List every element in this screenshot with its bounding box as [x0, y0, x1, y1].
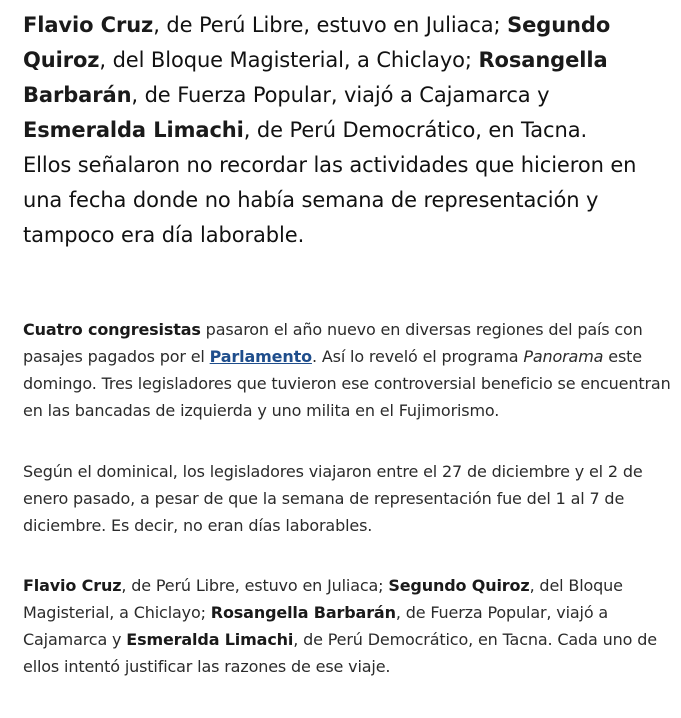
intro-text-c: este domingo. Tres legisladores que tuvieron ese controversial beneficio se encuentran en las bancadas de izquierda y uno milita en el Fujimorismo. [23, 347, 671, 420]
paragraph-intro [23, 316, 675, 424]
name-segundo-quiroz: Segundo Quiroz [23, 13, 611, 72]
lead-text-4: , de Perú Democrático, en Tacna. [243, 118, 588, 142]
article-body [23, 8, 675, 676]
name-esmeralda-limachi: Esmeralda Limachi [23, 118, 244, 142]
p3-name-4: Esmeralda Limachi [126, 630, 294, 649]
lead-text-3: , de Fuerza Popular, viajó a Cajamarca y [131, 83, 550, 107]
p3-text-1: , de Perú Libre, estuvo en Juliaca; [121, 576, 389, 595]
p3-text-2: , del Bloque Magisterial, a Chiclayo; [23, 576, 623, 622]
intro-text-b: . Así lo reveló el programa [311, 347, 524, 366]
p3-text-4: , de Perú Democrático, en Tacna. Cada uno de ellos intentó justificar las razones de ese viaje. [23, 630, 657, 676]
lead-quote [23, 8, 675, 253]
intro-text-a: pasaron el año nuevo en diversas regiones del país con pasajes pagados por el [23, 320, 643, 366]
p3-name-3: Rosangella Barbarán [210, 603, 396, 622]
name-rosangella-barbaran: Rosangella Barbarán [23, 48, 608, 107]
paragraph-names [23, 572, 675, 680]
paragraph-dates [23, 458, 675, 539]
lead-text-2: , del Bloque Magisterial, a Chiclayo; [99, 48, 479, 72]
intro-bold: Cuatro congresistas [23, 320, 201, 339]
parlamento-link[interactable]: Parlamento [209, 347, 312, 366]
dates-text: Según el dominical, los legisladores viajaron entre el 27 de diciembre y el 2 de enero pasado, a pesar de que la semana de representación fue del 1 al 7 de diciembre. Es decir, no eran días laborables. [23, 462, 643, 535]
p3-name-2: Segundo Quiroz [388, 576, 530, 595]
p3-name-1: Flavio Cruz [23, 576, 122, 595]
p3-text-3: , de Fuerza Popular, viajó a Cajamarca y [23, 603, 609, 649]
name-flavio-cruz: Flavio Cruz [23, 13, 154, 37]
lead-text-5: Ellos señalaron no recordar las actividades que hicieron en una fecha donde no había semana de representación y tampoco era día laborable. [23, 153, 637, 247]
program-name: Panorama [523, 347, 604, 366]
lead-text-1: , de Perú Libre, estuvo en Juliaca; [153, 13, 508, 37]
